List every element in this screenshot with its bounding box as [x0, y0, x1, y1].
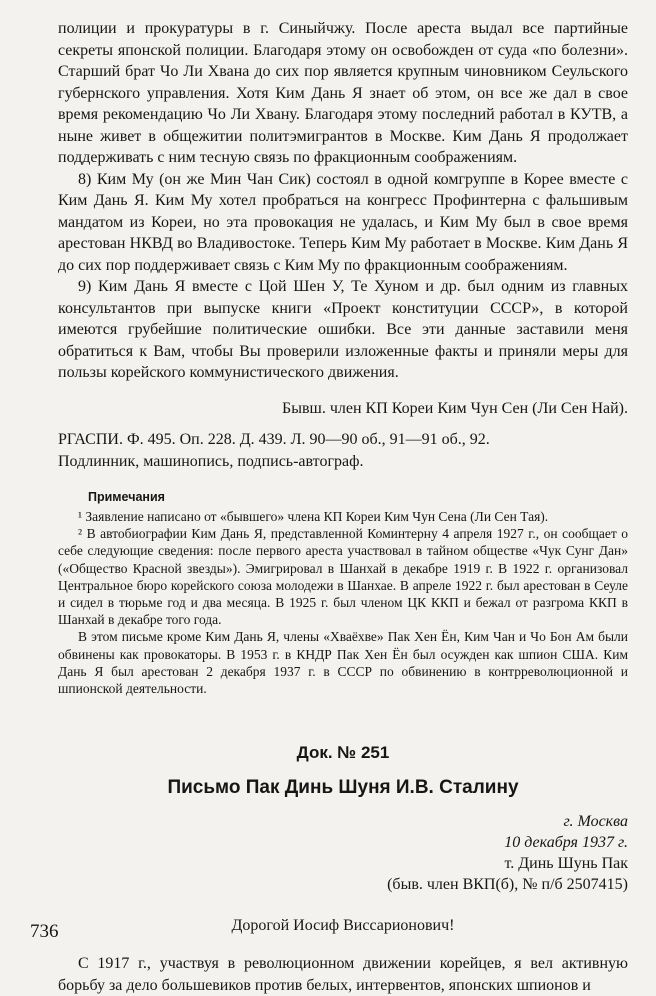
- archive-note: Подлинник, машинопись, подпись-автограф.: [58, 452, 364, 470]
- note-3: В этом письме кроме Ким Дань Я, члены «Хваёхве» Пак Хен Ён, Ким Чан и Чо Бон Ам были обвинены как провокаторы. В 1953 г. в КНДР Пак Хен Ён был осужден как шпион США. Ким Дань Я был арестован 2 декабря 1937 г. в СССР по обвинению в контрреволюционной и шпионской деятельности.: [58, 629, 628, 697]
- page-number: 736: [30, 921, 59, 942]
- note-2: ² В автобиографии Ким Дань Я, представленной Коминтерну 4 апреля 1927 г., он сообщает о себе следующие сведения: после первого ареста участвовал в тайном обществе «Чук Сунг Дан» («Общество Красной звезды»). Эмигрировал в Шанхай в декабре 1919 г. В 1922 г. организовал Центральное бюро корейского союза молодежи в Шанхае. В апреле 1922 г. был арестован в Сеуле и сидел в тюрьме год и два месяца. В 1925 г. был членом ЦК ККП и бежал от разгрома ККП в Шанхай в декабре того года.: [58, 526, 628, 628]
- signature-line: Бывш. член КП Кореи Ким Чун Сен (Ли Сен Най).: [282, 399, 628, 417]
- author-name: т. Динь Шунь Пак: [504, 855, 628, 873]
- notes-heading: Примечания: [88, 490, 165, 504]
- letter-body-start: С 1917 г., участвуя в революционном движении корейцев, я вел активную борьбу за дело большевиков против белых, интервентов, японских шпионов и: [58, 955, 628, 994]
- paragraph-continued: полиции и прокуратуры в г. Синыйчжу. После ареста выдал все партийные секреты японской полиции. Благодаря этому он освобожден от суда «по болезни». Старший брат Чо Ли Хвана до сих пор является крупным чиновником Сеульского губернского управления. Хотя Ким Дань Я знает об этом, он все же дал в свое время рекомендацию Чо Ли Хвану. Благодаря этому последний работал в КУТВ, а ныне живет в общежитии политэмигрантов в Москве. Ким Дань Я продолжает поддерживать с ним тесную связь по фракционным соображениям.: [58, 20, 628, 166]
- paragraph-item-8: 8) Ким Му (он же Мин Чан Сик) состоял в одной комгруппе в Корее вместе с Ким Дань Я. Ким Му хотел пробраться на конгресс Профинтерна с фальшивым мандатом из Кореи, но эта провокация не удалась, и Ким Му был в свое время арестован НКВД во Владивостоке. Теперь Ким Му работает в Москве. Ким Дань Я до сих пор поддерживает связь с Ким Му по фракционным соображениям.: [58, 170, 628, 274]
- author-membership: (быв. член ВКП(б), № п/б 2507415): [387, 876, 628, 894]
- salutation: Дорогой Иосиф Виссарионович!: [231, 917, 455, 935]
- document-number: Док. № 251: [296, 743, 390, 763]
- paragraph-item-9: 9) Ким Дань Я вместе с Цой Шен У, Те Хуном и др. был одним из главных консультантов при выпуске книги «Проект конституции СССР», в которой имеются грубейшие политические ошибки. Все эти данные заставили меня обратиться к Вам, чтобы Вы проверили изложенные факты и приняли меры для пользы корейского коммунистического движения.: [58, 278, 628, 381]
- document-title: Письмо Пак Динь Шуня И.В. Сталину: [167, 777, 519, 799]
- date: 10 декабря 1937 г.: [504, 834, 628, 852]
- archive-reference: РГАСПИ. Ф. 495. Оп. 228. Д. 439. Л. 90—90 об., 91—91 об., 92.: [58, 431, 490, 448]
- place: г. Москва: [563, 813, 628, 831]
- note-1: ¹ Заявление написано от «бывшего» члена КП Кореи Ким Чун Сена (Ли Сен Тая).: [78, 509, 549, 524]
- page-content: [58, 18, 628, 996]
